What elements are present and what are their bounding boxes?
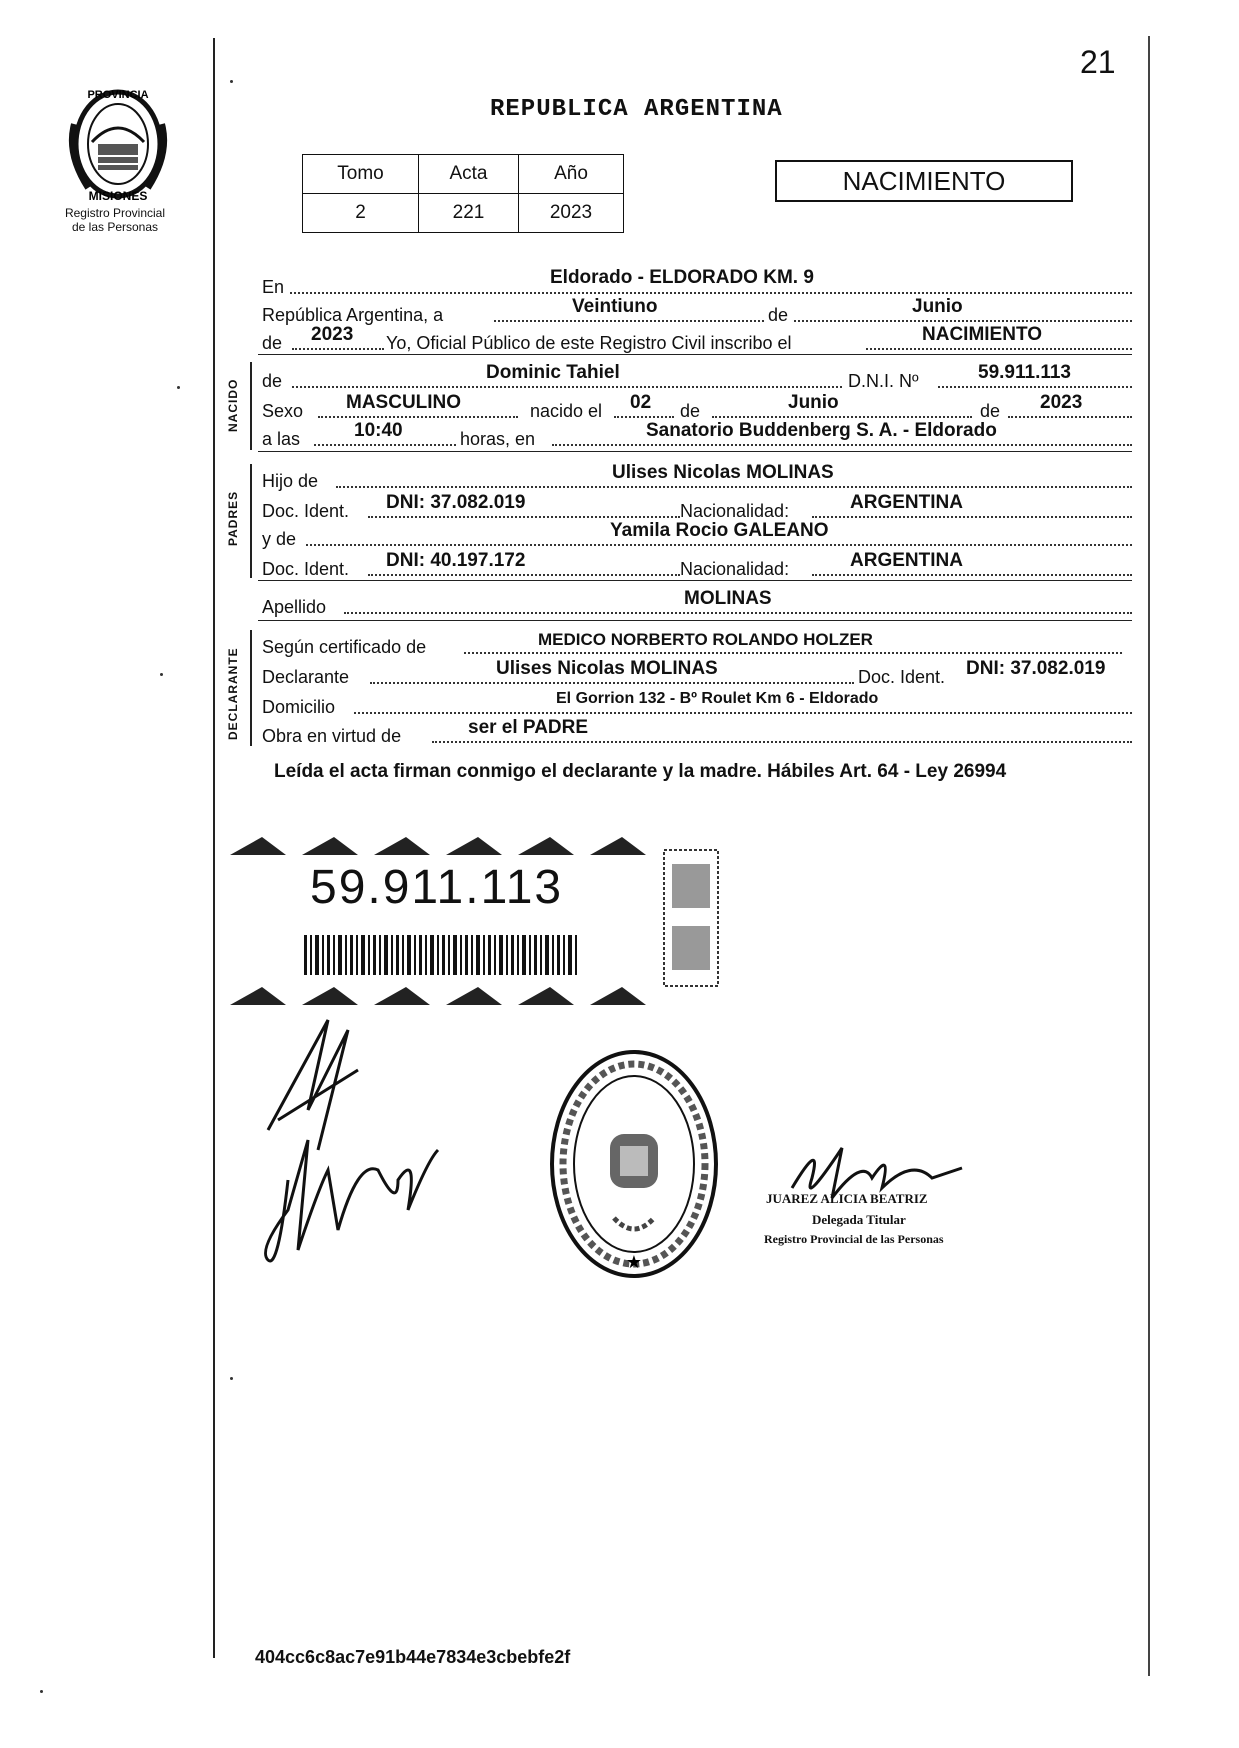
de-label: de [768, 305, 789, 325]
section-side-rule [250, 630, 252, 746]
lugar-value: Eldorado - ELDORADO KM. 9 [550, 267, 814, 288]
dia-texto-value: Veintiuno [572, 296, 658, 317]
dotted-line [368, 574, 680, 576]
section-side-rule [250, 464, 252, 578]
signer-office: Registro Provincial de las Personas [764, 1232, 944, 1246]
page-title: REPUBLICA ARGENTINA [490, 96, 783, 123]
logo-top-text: PROVINCIA [87, 89, 149, 101]
tipo-value: NACIMIENTO [922, 324, 1042, 345]
section-side-rule [250, 362, 252, 450]
dotted-line [290, 292, 1132, 294]
nacionalidad-label: Nacionalidad: [680, 501, 790, 521]
domicilio-label: Domicilio [262, 697, 336, 717]
svg-text:★: ★ [625, 1252, 643, 1272]
doc-declarante-value: DNI: 37.082.019 [966, 658, 1106, 679]
dotted-line [318, 416, 518, 418]
doc-ident3-label: Doc. Ident. [858, 667, 946, 687]
page-number: 21 [1080, 44, 1116, 80]
dotted-line [494, 320, 764, 322]
declarant-signature [248, 1010, 458, 1280]
acta-value: 221 [419, 194, 519, 233]
doc-ident2-label: Doc. Ident. [262, 559, 350, 579]
security-stamp [662, 848, 720, 988]
legal-text: Leída el acta firman conmigo el declarante y la madre. Hábiles Art. 64 - Ley 26994 [274, 761, 1007, 782]
padre-value: Ulises Nicolas MOLINAS [612, 462, 834, 483]
dotted-line [370, 682, 854, 684]
reference-table [302, 154, 624, 233]
dotted-line [314, 444, 456, 446]
dotted-line [292, 386, 842, 388]
lugar-nac-value: Sanatorio Buddenberg S. A. - Eldorado [646, 420, 997, 441]
dotted-line [432, 741, 1132, 743]
hora-value: 10:40 [354, 420, 403, 441]
dotted-line [368, 516, 680, 518]
tomo-header: Tomo [303, 155, 419, 194]
signer-role: Delegada Titular [812, 1212, 906, 1227]
dotted-line [344, 612, 1132, 614]
nacido-el-label: nacido el [530, 401, 603, 421]
anio-nac-value: 2023 [1040, 392, 1083, 413]
republica-label: República Argentina, a [262, 305, 444, 325]
doc-ident-label: Doc. Ident. [262, 501, 350, 521]
section-divider [258, 620, 1132, 621]
madre-value: Yamila Rocio GALEANO [610, 520, 829, 541]
doc-padre-value: DNI: 37.082.019 [386, 492, 526, 513]
scan-speck [230, 1377, 233, 1380]
hijo-de-label: Hijo de [262, 471, 319, 491]
section-label-nacido: NACIDO [226, 378, 240, 432]
logo-caption-line: de las Personas [71, 220, 159, 234]
nacionalidad2-label: Nacionalidad: [680, 559, 790, 579]
sexo-label: Sexo [262, 401, 304, 421]
a-las-label: a las [262, 429, 301, 449]
de5-label: de [980, 401, 1001, 421]
scan-speck [160, 673, 163, 676]
provincial-coat-of-arms-logo [58, 84, 178, 204]
section-divider [258, 354, 1132, 355]
section-divider [258, 580, 1132, 581]
official-seal [548, 1048, 720, 1280]
yo-label: Yo, Oficial Público de este Registro Civil inscribo el [386, 333, 792, 353]
logo-bottom-text: MISIONES [88, 189, 148, 203]
dotted-line [712, 416, 972, 418]
dotted-line [938, 386, 1132, 388]
anio-value: 2023 [519, 194, 624, 233]
logo-caption-line: Registro Provincial [64, 206, 166, 220]
dotted-line [336, 486, 1132, 488]
dotted-line [464, 652, 1122, 654]
doc-madre-value: DNI: 40.197.172 [386, 550, 526, 571]
y-de-label: y de [262, 529, 297, 549]
left-margin-line [213, 38, 215, 1658]
dotted-line [306, 544, 1132, 546]
dni-tag-sticker [222, 831, 660, 1011]
dotted-line [794, 320, 1132, 322]
dotted-line [812, 516, 1132, 518]
dotted-line [292, 348, 384, 350]
acta-header: Acta [419, 155, 519, 194]
logo-caption [40, 206, 190, 234]
obra-label: Obra en virtud de [262, 726, 402, 746]
section-label-padres: PADRES [226, 490, 240, 546]
scan-speck [177, 386, 180, 389]
dni-tag-number: 59.911.113 [310, 861, 564, 914]
dni-label: D.N.I. Nº [848, 371, 919, 391]
section-label-declarante: DECLARANTE [226, 647, 240, 740]
anio-texto-value: 2023 [311, 324, 354, 345]
dia-nac-value: 02 [630, 392, 652, 413]
certificado-label: Según certificado de [262, 637, 427, 657]
certificado-value: MEDICO NORBERTO ROLANDO HOLZER [538, 630, 873, 649]
de2-label: de [262, 333, 283, 353]
signer-name: JUAREZ ALICIA BEATRIZ [766, 1191, 928, 1206]
de3-label: de [262, 371, 283, 391]
de4-label: de [680, 401, 701, 421]
dotted-line [866, 348, 1132, 350]
anio-header: Año [519, 155, 624, 194]
acta-type-box: NACIMIENTO [775, 160, 1073, 202]
nac-padre-value: ARGENTINA [850, 492, 963, 513]
declarante-value: Ulises Nicolas MOLINAS [496, 658, 718, 679]
sexo-value: MASCULINO [346, 392, 462, 413]
nac-madre-value: ARGENTINA [850, 550, 963, 571]
dni-nacido-value: 59.911.113 [978, 362, 1071, 383]
dotted-line [354, 712, 1132, 714]
domicilio-value: El Gorrion 132 - Bº Roulet Km 6 - Eldorado [556, 690, 879, 707]
apellido-label: Apellido [262, 597, 327, 617]
document-hash: 404cc6c8ac7e91b44e7834e3cbebfe2f [255, 1647, 571, 1667]
mes-nac-value: Junio [788, 392, 839, 413]
dotted-line [1008, 416, 1132, 418]
apellido-value: MOLINAS [684, 588, 772, 609]
declarante-label: Declarante [262, 667, 350, 687]
right-margin-line [1148, 36, 1150, 1676]
dotted-line [614, 416, 674, 418]
section-divider [258, 451, 1132, 452]
nombre-nacido-value: Dominic Tahiel [486, 362, 620, 383]
dotted-line [552, 444, 1132, 446]
horas-en-label: horas, en [460, 429, 536, 449]
scan-speck [40, 1690, 43, 1693]
scan-speck [230, 80, 233, 83]
en-label: En [262, 277, 285, 297]
dotted-line [812, 574, 1132, 576]
tomo-value: 2 [303, 194, 419, 233]
obra-value: ser el PADRE [468, 717, 589, 738]
mes-texto-value: Junio [912, 296, 963, 317]
